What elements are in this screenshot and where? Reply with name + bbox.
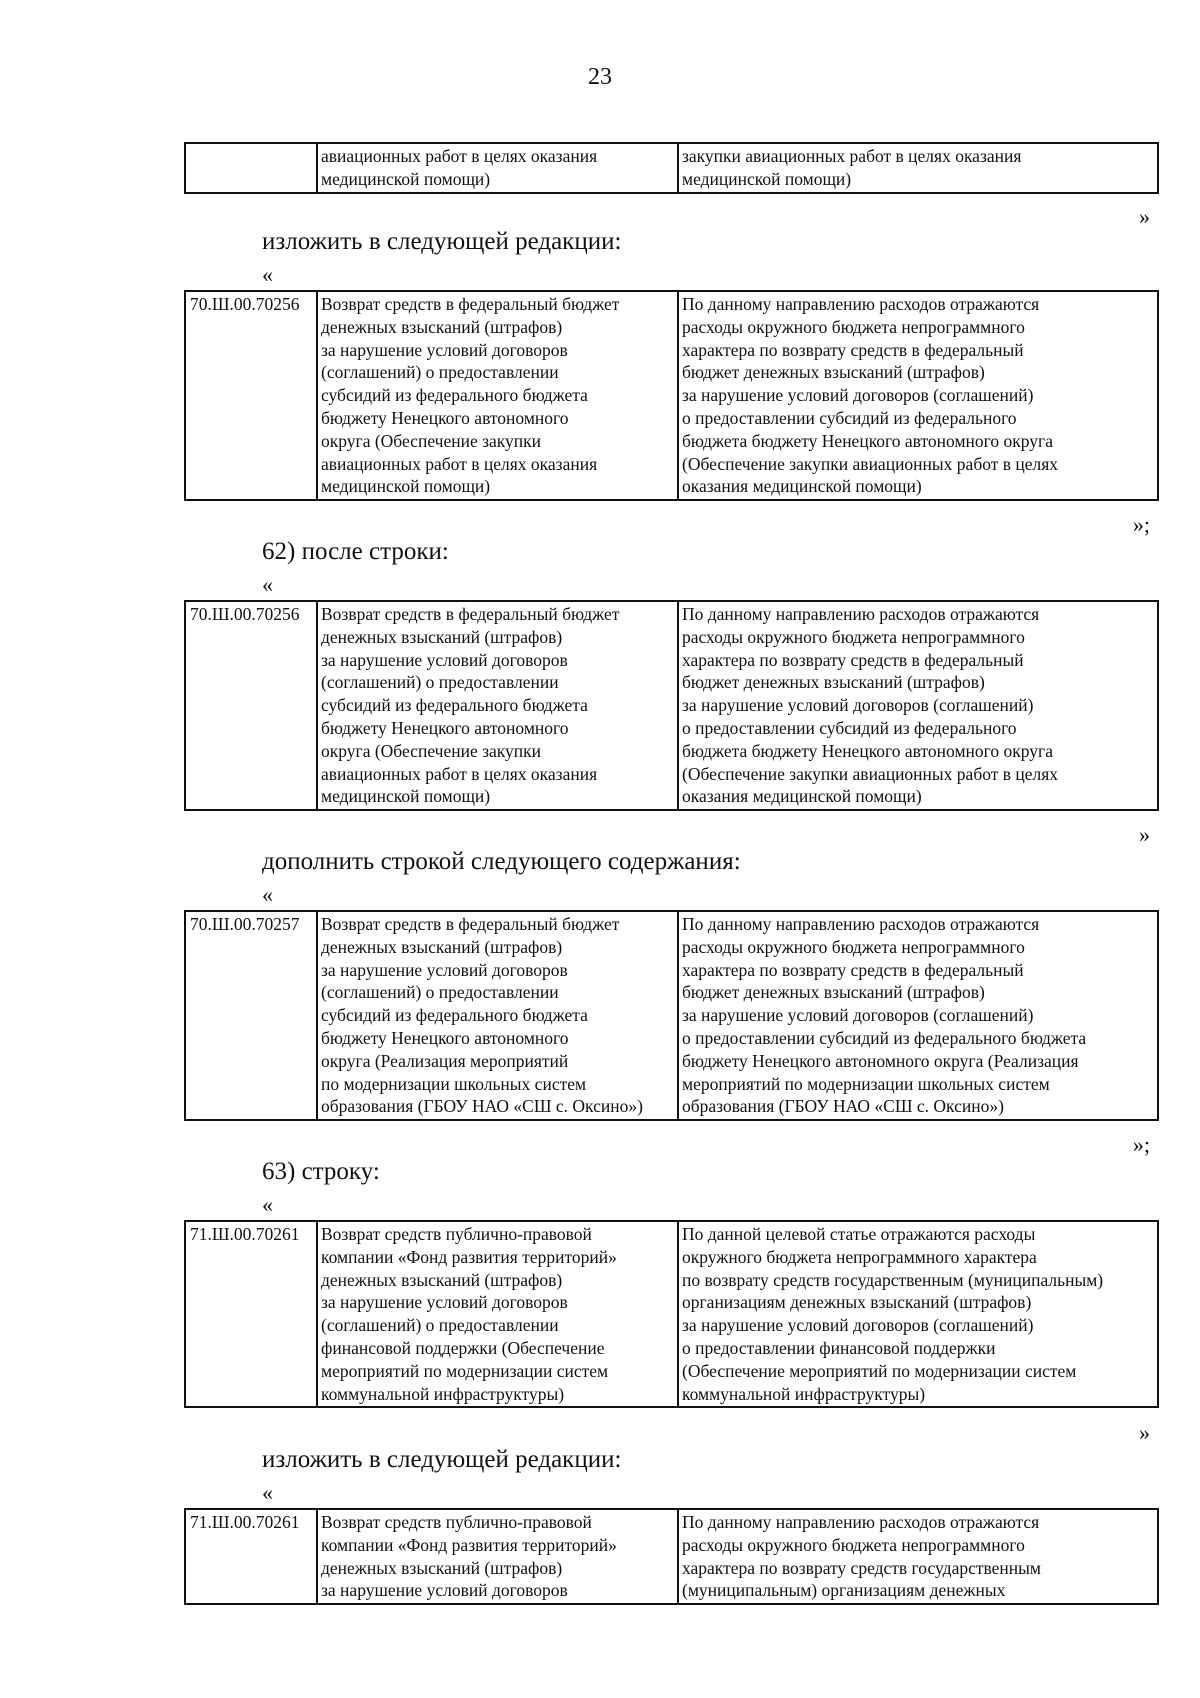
budget-code: 71.Ш.00.70261 [190, 1224, 300, 1244]
description-line: оказания медицинской помощи) [682, 786, 922, 807]
section-heading: изложить в следующей редакции: [262, 228, 622, 255]
code-cell [185, 911, 317, 1120]
code-cell [185, 1509, 317, 1604]
closing-quote: »; [1132, 512, 1150, 537]
name-line: (соглашений) о предоставлении [321, 982, 559, 1003]
page-number: 23 [588, 64, 612, 90]
description-line: По данному направлению расходов отражаются [682, 914, 1040, 934]
opening-quote: « [262, 1480, 273, 1505]
name-line: за нарушение условий договоров [321, 1292, 568, 1313]
name-line: округа (Обеспечение закупки [321, 430, 542, 451]
closing-quote: »; [1132, 1132, 1150, 1157]
name-line: медицинской помощи) [321, 168, 491, 189]
description-line: характера по возврату средств государственным [682, 1557, 1041, 1578]
budget-code: 70.Ш.00.70256 [190, 294, 300, 314]
closing-quote: » [1139, 204, 1150, 229]
description-line: По данному направлению расходов отражаются [682, 1512, 1040, 1532]
opening-quote: « [262, 572, 273, 597]
opening-quote: « [262, 1192, 273, 1217]
description-line: бюджета бюджету Ненецкого автономного округа [682, 740, 1053, 761]
description-line: окружного бюджета непрограммного характера [682, 1246, 1037, 1267]
name-line: округа (Обеспечение закупки [321, 740, 542, 761]
name-line: компании «Фонд развития территорий» [321, 1534, 617, 1555]
description-line: о предоставлении финансовой поддержки [682, 1337, 996, 1358]
name-line: бюджету Ненецкого автономного [321, 1027, 569, 1048]
table-row [184, 600, 1159, 811]
name-cell [317, 601, 678, 810]
description-line: (Обеспечение закупки авиационных работ в целях [682, 453, 1059, 474]
name-line: за нарушение условий договоров [321, 1580, 568, 1601]
name-line: компании «Фонд развития территорий» [321, 1246, 617, 1267]
opening-quote: « [262, 882, 273, 907]
name-line: образования (ГБОУ НАО «СШ с. Оксино») [321, 1096, 643, 1117]
description-line: расходы окружного бюджета непрограммного [682, 936, 1025, 957]
budget-code: 70.Ш.00.70257 [190, 914, 300, 934]
name-line: субсидий из федерального бюджета [321, 1005, 588, 1026]
name-cell [317, 143, 678, 193]
name-line: за нарушение условий договоров [321, 649, 568, 670]
table-row [184, 142, 1159, 194]
description-line: бюджету Ненецкого автономного округа (Реализация [682, 1050, 1079, 1071]
name-line: медицинской помощи) [321, 476, 491, 497]
description-line: (муниципальным) организациям денежных [682, 1580, 1006, 1601]
description-line: (Обеспечение закупки авиационных работ в целях [682, 763, 1059, 784]
description-cell [678, 601, 1158, 810]
name-line: Возврат средств публично-правовой [321, 1512, 592, 1532]
description-line: по возврату средств государственным (муниципальным) [682, 1269, 1104, 1290]
description-line: По данной целевой статье отражаются расходы [682, 1224, 1036, 1244]
description-line: характера по возврату средств в федеральный [682, 339, 1024, 360]
section-heading: изложить в следующей редакции: [262, 1446, 622, 1473]
name-line: (соглашений) о предоставлении [321, 362, 559, 383]
budget-code: 70.Ш.00.70256 [190, 604, 300, 624]
description-line: образования (ГБОУ НАО «СШ с. Оксино») [682, 1096, 1004, 1117]
description-cell [678, 1221, 1158, 1407]
description-cell [678, 911, 1158, 1120]
description-line: бюджет денежных взысканий (штрафов) [682, 672, 985, 693]
code-cell [185, 143, 317, 193]
name-line: Возврат средств в федеральный бюджет [321, 294, 620, 314]
table-row [184, 1220, 1159, 1408]
name-line: (соглашений) о предоставлении [321, 672, 559, 693]
name-line: денежных взысканий (штрафов) [321, 936, 563, 957]
description-line: за нарушение условий договоров (соглашений) [682, 1315, 1034, 1336]
table-row [184, 290, 1159, 501]
description-line: оказания медицинской помощи) [682, 476, 922, 497]
section-heading: 63) строку: [262, 1158, 380, 1185]
name-line: медицинской помощи) [321, 786, 491, 807]
name-line: финансовой поддержки (Обеспечение [321, 1337, 605, 1358]
name-line: Возврат средств в федеральный бюджет [321, 914, 620, 934]
name-line: мероприятий по модернизации систем [321, 1360, 609, 1381]
description-line: бюджета бюджету Ненецкого автономного округа [682, 430, 1053, 451]
name-line: денежных взысканий (штрафов) [321, 1557, 563, 1578]
name-line: авиационных работ в целях оказания [321, 146, 598, 166]
description-line: за нарушение условий договоров (соглашений) [682, 695, 1034, 716]
name-line: авиационных работ в целях оказания [321, 763, 598, 784]
name-line: (соглашений) о предоставлении [321, 1315, 559, 1336]
name-line: денежных взысканий (штрафов) [321, 316, 563, 337]
section-heading: 62) после строки: [262, 538, 449, 565]
name-line: за нарушение условий договоров [321, 339, 568, 360]
closing-quote: » [1139, 1420, 1150, 1445]
name-cell [317, 1221, 678, 1407]
name-line: за нарушение условий договоров [321, 959, 568, 980]
description-line: (Обеспечение мероприятий по модернизации систем [682, 1360, 1077, 1381]
opening-quote: « [262, 262, 273, 287]
name-line: Возврат средств публично-правовой [321, 1224, 592, 1244]
name-line: авиационных работ в целях оказания [321, 453, 598, 474]
description-line: бюджет денежных взысканий (штрафов) [682, 362, 985, 383]
description-line: характера по возврату средств в федеральный [682, 959, 1024, 980]
name-line: Возврат средств в федеральный бюджет [321, 604, 620, 624]
code-cell [185, 1221, 317, 1407]
description-line: мероприятий по модернизации школьных систем [682, 1073, 1050, 1094]
description-line: за нарушение условий договоров (соглашений) [682, 1005, 1034, 1026]
description-line: По данному направлению расходов отражаются [682, 294, 1040, 314]
name-line: бюджету Ненецкого автономного [321, 407, 569, 428]
code-cell [185, 291, 317, 500]
name-line: округа (Реализация мероприятий [321, 1050, 569, 1071]
description-line: расходы окружного бюджета непрограммного [682, 316, 1025, 337]
description-line: о предоставлении субсидий из федерального [682, 407, 1017, 428]
closing-quote: » [1139, 822, 1150, 847]
code-cell [185, 601, 317, 810]
name-cell [317, 911, 678, 1120]
name-line: коммунальной инфраструктуры) [321, 1383, 565, 1404]
description-line: расходы окружного бюджета непрограммного [682, 1534, 1025, 1555]
name-line: денежных взысканий (штрафов) [321, 626, 563, 647]
table-row [184, 1508, 1159, 1605]
description-line: характера по возврату средств в федеральный [682, 649, 1024, 670]
description-line: бюджет денежных взысканий (штрафов) [682, 982, 985, 1003]
description-cell [678, 291, 1158, 500]
table-row [184, 910, 1159, 1121]
name-line: денежных взысканий (штрафов) [321, 1269, 563, 1290]
description-cell [678, 1509, 1158, 1604]
description-cell [678, 143, 1158, 193]
description-line: коммунальной инфраструктуры) [682, 1383, 926, 1404]
description-line: По данному направлению расходов отражаются [682, 604, 1040, 624]
name-line: субсидий из федерального бюджета [321, 695, 588, 716]
description-line: организациям денежных взысканий (штрафов) [682, 1292, 1032, 1313]
section-heading: дополнить строкой следующего содержания: [262, 848, 741, 875]
description-line: расходы окружного бюджета непрограммного [682, 626, 1025, 647]
description-line: за нарушение условий договоров (соглашений) [682, 385, 1034, 406]
description-line: медицинской помощи) [682, 168, 852, 189]
name-line: бюджету Ненецкого автономного [321, 717, 569, 738]
description-line: закупки авиационных работ в целях оказания [682, 146, 1022, 166]
name-line: субсидий из федерального бюджета [321, 385, 588, 406]
description-line: о предоставлении субсидий из федерального [682, 717, 1017, 738]
budget-code: 71.Ш.00.70261 [190, 1512, 300, 1532]
description-line: о предоставлении субсидий из федерального бюджета [682, 1027, 1087, 1048]
name-cell [317, 1509, 678, 1604]
name-cell [317, 291, 678, 500]
name-line: по модернизации школьных систем [321, 1073, 587, 1094]
